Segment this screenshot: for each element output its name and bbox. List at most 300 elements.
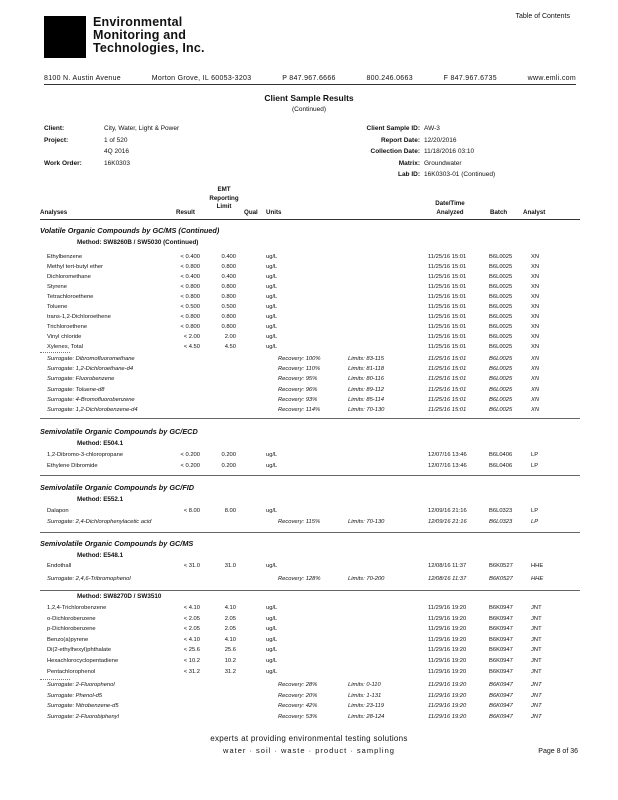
analyst: JNT	[531, 692, 542, 699]
analyst: XN	[531, 323, 540, 330]
reporting-limit: 0.200	[221, 452, 236, 458]
recovery: Recovery: 28%	[278, 682, 318, 688]
result-value: < 10.2	[183, 658, 200, 664]
analyzed-date: 12/09/16 21:16	[428, 508, 467, 514]
table-row	[0, 283, 618, 292]
result-value: < 0.800	[180, 323, 200, 330]
units: ug/L	[266, 658, 278, 664]
result-value: < 0.800	[180, 313, 200, 320]
units: ug/L	[266, 647, 278, 654]
city-address: Morton Grove, IL 60053-3203	[151, 75, 252, 82]
recovery: Recovery: 42%	[278, 703, 318, 710]
analyzed-date: 11/29/16 19:20	[428, 636, 467, 643]
header-divider	[44, 84, 576, 85]
table-row	[0, 604, 618, 613]
batch-id: B6L0025	[489, 313, 513, 320]
analyst: JNT	[531, 636, 542, 643]
col-units-header: Units	[266, 209, 282, 216]
analyte-name: Di(2-ethylhexyl)phthalate	[47, 647, 112, 654]
result-value: < 0.800	[180, 263, 200, 270]
result-value: < 31.2	[183, 668, 200, 675]
batch-id: B6K0947	[489, 703, 513, 710]
analyzed-date: 11/25/16 15:01	[428, 283, 467, 290]
limit-label: Limit	[216, 203, 232, 210]
surrogate-name: Surrogate: 1,2-Dichloroethane-d4	[47, 366, 134, 373]
batch-id: B6K0527	[489, 563, 513, 569]
footer-services: water · soil · waste · product · sampling	[223, 746, 395, 755]
analyte-name: Styrene	[47, 283, 67, 290]
analyst: LP	[531, 519, 539, 525]
result-value: < 0.800	[180, 293, 200, 300]
table-header-divider	[40, 219, 580, 220]
surrogate-row	[0, 375, 618, 384]
batch-id: B6K0947	[489, 626, 513, 633]
analyzed-date: 11/29/16 19:20	[428, 682, 467, 688]
units: ug/L	[266, 263, 278, 270]
recovery: Recovery: 95%	[278, 376, 318, 383]
result-value: < 2.00	[183, 333, 200, 340]
reporting-limit: 4.50	[224, 343, 236, 350]
reporting-limit: 31.0	[224, 563, 236, 569]
units: ug/L	[266, 626, 278, 633]
units: ug/L	[266, 668, 278, 675]
analyzed-date: 11/25/16 15:01	[428, 263, 467, 270]
table-row	[0, 636, 618, 645]
section-title: Volatile Organic Compounds by GC/MS (Continued)	[40, 226, 220, 235]
analyst: JNT	[531, 713, 542, 720]
result-value: < 4.10	[183, 636, 200, 643]
analyst: XN	[531, 283, 540, 290]
analyte-name: Ethylbenzene	[47, 254, 83, 260]
result-value: < 25.6	[183, 647, 200, 654]
surrogate-name: Surrogate: Fluorobenzene	[47, 376, 115, 383]
section-divider	[40, 475, 580, 476]
lab-id-label: Lab ID:	[397, 171, 420, 178]
analyst: JNT	[531, 668, 542, 675]
analyst: JNT	[531, 605, 542, 611]
batch-id: B6K0947	[489, 713, 513, 720]
units: ug/L	[266, 615, 278, 622]
batch-id: B6L0025	[489, 263, 513, 270]
batch-id: B6K0947	[489, 615, 513, 622]
analyzed-date: 11/25/16 15:01	[428, 313, 467, 320]
limits: Limits: 70-130	[348, 519, 385, 525]
limits: Limits: 80-116	[348, 376, 384, 383]
matrix-label: Matrix:	[398, 159, 420, 167]
analyzed-date: 11/25/16 15:01	[428, 366, 467, 373]
collection-date-value: 11/18/2016 03:10	[424, 148, 475, 155]
result-value: < 0.200	[180, 452, 200, 458]
analyzed-date: 11/29/16 19:20	[428, 605, 467, 611]
surrogate-row	[0, 681, 618, 690]
result-value: < 0.200	[180, 463, 200, 469]
batch-id: B6L0025	[489, 323, 513, 330]
table-row	[0, 303, 618, 312]
client-info-values	[104, 123, 179, 169]
analyst: JNT	[531, 703, 542, 710]
analyzed-date: 11/29/16 19:20	[428, 703, 467, 710]
project-value-2: 4Q 2016	[104, 148, 129, 155]
limits: Limits: 0-110	[348, 682, 381, 688]
table-row	[0, 462, 618, 471]
units: ug/L	[266, 323, 278, 330]
analyzed-date: 11/25/16 15:01	[428, 386, 467, 393]
company-name-line: Monitoring and	[93, 28, 187, 42]
report-date-label: Report Date:	[380, 136, 420, 144]
analyst: XN	[531, 343, 540, 350]
tollfree-number: 800.246.0663	[366, 75, 413, 82]
analyst: XN	[531, 376, 540, 383]
dotted-separator	[40, 352, 70, 353]
analyte-name: Endothall	[47, 563, 72, 569]
table-row	[0, 313, 618, 322]
reporting-limit: 0.800	[221, 263, 236, 270]
analyte-name: Benzo(a)pyrene	[47, 636, 89, 643]
analyst: JNT	[531, 682, 542, 688]
batch-id: B6L0025	[489, 356, 513, 362]
page-subtitle: (Continued)	[292, 106, 326, 113]
units: ug/L	[266, 313, 278, 320]
sample-info-labels	[340, 123, 420, 181]
client-value: City, Water, Light & Power	[104, 125, 180, 132]
footer-tagline: experts at providing environmental testing solutions	[210, 734, 408, 743]
units: ug/L	[266, 463, 278, 469]
company-logo	[44, 16, 86, 58]
analyzed-date: 11/25/16 15:01	[428, 356, 467, 362]
reporting-label: Reporting	[209, 194, 239, 202]
analyte-name: p-Dichlorobenzene	[47, 626, 96, 633]
surrogate-row	[0, 575, 618, 584]
analyte-name: Toluene	[47, 303, 68, 310]
surrogate-row	[0, 406, 618, 415]
method-label: Method: E504.1	[77, 440, 124, 447]
units: ug/L	[266, 283, 278, 290]
table-row	[0, 273, 618, 282]
batch-id: B6L0323	[489, 519, 513, 525]
analyte-name: 1,2,4-Trichlorobenzene	[47, 605, 107, 611]
analyzed-date: 11/25/16 15:01	[428, 376, 467, 383]
batch-id: B6K0947	[489, 692, 513, 699]
batch-id: B6K0527	[489, 576, 513, 582]
analyzed-date: 11/29/16 19:20	[428, 713, 467, 720]
surrogate-name: Surrogate: 2,4-Dichlorophenylacetic acid	[47, 519, 152, 525]
col-analyst-header: Analyst	[523, 209, 546, 216]
table-row	[0, 451, 618, 460]
project-label: Project:	[44, 136, 69, 144]
analyst: XN	[531, 386, 540, 393]
table-row	[0, 657, 618, 666]
surrogate-name: Surrogate: 2-Fluorobiphenyl	[47, 713, 119, 720]
section-title: Semivolatile Organic Compounds by GC/FID	[40, 483, 195, 492]
surrogate-row	[0, 386, 618, 395]
surrogate-name: Surrogate: Toluene-d8	[47, 386, 105, 393]
batch-id: B6L0025	[489, 254, 513, 260]
limits: Limits: 70-130	[348, 407, 385, 413]
surrogate-name: Surrogate: 2-Fluorophenol	[47, 682, 115, 688]
reporting-limit: 0.500	[221, 303, 236, 310]
units: ug/L	[266, 452, 278, 458]
units: ug/L	[266, 254, 278, 260]
batch-id: B6K0947	[489, 682, 513, 688]
result-value: < 4.10	[183, 605, 200, 611]
sample-info-values	[424, 123, 495, 181]
table-row	[0, 333, 618, 342]
reporting-limit: 0.800	[221, 313, 236, 320]
matrix-value: Groundwater	[424, 159, 462, 167]
table-row	[0, 507, 618, 516]
units: ug/L	[266, 563, 278, 569]
col-analyses-header: Analyses	[40, 209, 68, 216]
company-name-line: Environmental	[93, 15, 183, 29]
method-divider	[40, 590, 580, 591]
lab-id-value: 16K0303-01 (Continued)	[424, 171, 496, 178]
limits: Limits: 89-112	[348, 386, 384, 393]
analyst: HHE	[531, 563, 544, 569]
section-title: Semivolatile Organic Compounds by GC/MS	[40, 539, 194, 548]
analyst: HHE	[531, 576, 544, 582]
batch-id: B6L0025	[489, 273, 513, 280]
surrogate-row	[0, 702, 618, 711]
result-value: < 0.500	[180, 303, 200, 310]
work-order-value: 16K0303	[104, 159, 131, 167]
reporting-limit: 0.400	[221, 273, 236, 280]
method-label: Method: SW8260B / SW5030 (Continued)	[77, 239, 199, 246]
section-divider	[40, 418, 580, 419]
analyzed-date: 11/29/16 19:20	[428, 615, 467, 622]
units: ug/L	[266, 343, 278, 350]
reporting-limit: 0.200	[221, 463, 236, 469]
analyst: XN	[531, 396, 540, 403]
analyte-name: 1,2-Dibromo-3-chloropropane	[47, 452, 124, 458]
analyte-name: Hexachlorocyclopentadiene	[47, 658, 119, 664]
analyte-name: Methyl tert-butyl ether	[47, 263, 104, 270]
col-batch-header: Batch	[490, 209, 508, 216]
analyst: XN	[531, 263, 540, 270]
section-divider	[40, 532, 580, 533]
table-row	[0, 253, 618, 262]
emt-label: EMT	[217, 186, 231, 193]
result-value: < 0.400	[180, 273, 200, 280]
reporting-limit: 0.800	[221, 293, 236, 300]
analyte-name: Vinyl chloride	[47, 333, 82, 340]
reporting-limit: 2.00	[224, 333, 236, 340]
recovery: Recovery: 110%	[278, 366, 321, 373]
recovery: Recovery: 115%	[278, 519, 321, 525]
reporting-limit: 2.05	[224, 626, 236, 633]
analyst: LP	[531, 452, 539, 458]
reporting-limit: 10.2	[224, 658, 236, 664]
result-value: < 0.400	[180, 254, 200, 260]
analyzed-date: 11/25/16 15:01	[428, 407, 467, 413]
batch-id: B6L0025	[489, 366, 513, 373]
analyzed-date: 11/29/16 19:20	[428, 658, 467, 664]
client-label: Client:	[44, 125, 65, 132]
analyte-name: Trichloroethene	[47, 323, 88, 330]
reporting-limit: 31.2	[224, 668, 236, 675]
col-qual-header: Qual	[244, 209, 258, 216]
analyzed-date: 11/25/16 15:01	[428, 396, 467, 403]
batch-id: B6L0025	[489, 386, 513, 393]
analyzed-date: 11/29/16 19:20	[428, 692, 467, 699]
batch-id: B6K0947	[489, 636, 513, 643]
limits: Limits: 70-200	[348, 576, 385, 582]
table-row	[0, 562, 618, 571]
phone-number: P 847.967.6666	[282, 75, 336, 82]
table-row	[0, 625, 618, 634]
analyte-name: trans-1,2-Dichloroethene	[47, 313, 111, 320]
analyst: LP	[531, 508, 539, 514]
batch-id: B6L0025	[489, 376, 513, 383]
result-value: < 8.00	[183, 508, 200, 514]
analyzed-date: 11/25/16 15:01	[428, 254, 467, 260]
analyte-name: Dichloromethane	[47, 273, 91, 280]
analyst: XN	[531, 366, 540, 373]
analyzed-date: 11/29/16 19:20	[428, 647, 467, 654]
table-row	[0, 323, 618, 332]
analyst: XN	[531, 333, 540, 340]
recovery: Recovery: 114%	[278, 407, 321, 413]
analyzed-date: 12/08/16 11:37	[428, 563, 467, 569]
limits: Limits: 23-119	[348, 703, 384, 710]
analyst: JNT	[531, 647, 542, 654]
analyzed-date: 11/25/16 15:01	[428, 293, 467, 300]
batch-id: B6L0406	[489, 452, 513, 458]
surrogate-name: Surrogate: Nitrobenzene-d5	[47, 703, 119, 710]
recovery: Recovery: 20%	[278, 692, 318, 699]
analyzed-date: 12/09/16 21:16	[428, 519, 467, 525]
analyzed-date: 12/07/16 13:46	[428, 452, 467, 458]
col-analyzed-header	[425, 200, 475, 217]
batch-id: B6K0947	[489, 668, 513, 675]
units: ug/L	[266, 508, 278, 514]
analyst: XN	[531, 254, 540, 260]
surrogate-name: Surrogate: 1,2-Dichlorobenzene-d4	[47, 407, 138, 413]
units: ug/L	[266, 303, 278, 310]
batch-id: B6K0947	[489, 658, 513, 664]
recovery: Recovery: 96%	[278, 386, 318, 393]
surrogate-row	[0, 355, 618, 364]
analyst: JNT	[531, 626, 542, 633]
fax-number: F 847.967.6735	[443, 75, 497, 82]
analyst: XN	[531, 407, 540, 413]
analyte-name: o-Dichlorobenzene	[47, 615, 96, 622]
analyst: XN	[531, 273, 540, 280]
surrogate-row	[0, 365, 618, 374]
limits: Limits: 28-124	[348, 713, 385, 720]
reporting-limit: 4.10	[224, 605, 236, 611]
page-number: Page 8 of 36	[538, 748, 578, 755]
analyst: JNT	[531, 658, 542, 664]
surrogate-row	[0, 518, 618, 527]
table-row	[0, 263, 618, 272]
analyzed-date: 11/25/16 15:01	[428, 343, 467, 350]
analyst: JNT	[531, 615, 542, 622]
project-value: 1 of 520	[104, 136, 128, 144]
batch-id: B6L0025	[489, 396, 513, 403]
report-date-value: 12/20/2016	[424, 136, 457, 144]
limits: Limits: 81-118	[348, 366, 384, 373]
website-link[interactable]: www.emli.com	[527, 75, 576, 82]
table-row	[0, 293, 618, 302]
analyst: LP	[531, 463, 539, 469]
reporting-limit: 2.05	[224, 615, 236, 622]
recovery: Recovery: 53%	[278, 713, 318, 720]
batch-id: B6K0947	[489, 605, 513, 611]
units: ug/L	[266, 636, 278, 643]
col-limit-header	[202, 186, 246, 212]
sample-id-value: AW-3	[424, 125, 440, 132]
table-row	[0, 343, 618, 352]
result-value: < 4.50	[183, 343, 200, 350]
batch-id: B6L0323	[489, 508, 513, 514]
analyte-name: Tetrachloroethene	[47, 293, 94, 300]
reporting-limit: 4.10	[224, 636, 236, 643]
col-result-header: Result	[176, 209, 195, 216]
reporting-limit: 0.400	[221, 254, 236, 260]
recovery: Recovery: 128%	[278, 576, 321, 582]
analyzed-date: 11/25/16 15:01	[428, 303, 467, 310]
page-title: Client Sample Results	[264, 93, 354, 103]
batch-id: B6K0947	[489, 647, 513, 654]
surrogate-row	[0, 713, 618, 722]
batch-id: B6L0025	[489, 333, 513, 340]
result-value: < 2.05	[183, 626, 200, 633]
date-time-label: Date/Time	[435, 200, 465, 207]
batch-id: B6L0025	[489, 343, 513, 350]
limits: Limits: 85-114	[348, 396, 384, 403]
table-of-contents-link[interactable]: Table of Contents	[515, 13, 570, 20]
method-label: Method: E552.1	[77, 496, 124, 503]
surrogate-name: Surrogate: 4-Bromofluorobenzene	[47, 396, 135, 403]
work-order-label: Work Order:	[44, 159, 82, 167]
batch-id: B6L0025	[489, 407, 513, 413]
table-row	[0, 646, 618, 655]
analyst: XN	[531, 293, 540, 300]
sample-id-label: Client Sample ID:	[366, 125, 420, 132]
analyzed-date: 12/07/16 13:46	[428, 463, 467, 469]
result-value: < 31.0	[183, 563, 200, 569]
address-bar	[44, 75, 576, 82]
analyte-name: Ethylene Dibromide	[47, 463, 98, 469]
analyzed-date: 12/08/16 11:37	[428, 576, 467, 582]
reporting-limit: 25.6	[224, 647, 236, 654]
analyzed-date: 11/25/16 15:01	[428, 333, 467, 340]
surrogate-name: Surrogate: Phenol-d5	[47, 692, 103, 699]
analyst: XN	[531, 313, 540, 320]
units: ug/L	[266, 605, 278, 611]
result-value: < 2.05	[183, 615, 200, 622]
units: ug/L	[266, 273, 278, 280]
collection-date-label: Collection Date:	[370, 148, 420, 155]
analyst: XN	[531, 303, 540, 310]
limits: Limits: 83-115	[348, 356, 384, 362]
reporting-limit: 0.800	[221, 283, 236, 290]
dotted-separator	[40, 679, 70, 680]
batch-id: B6L0025	[489, 293, 513, 300]
analyzed-date: 11/29/16 19:20	[428, 626, 467, 633]
analyzed-date: 11/25/16 15:01	[428, 273, 467, 280]
surrogate-name: Surrogate: 2,4,6-Tribromophenol	[47, 576, 131, 582]
batch-id: B6L0025	[489, 283, 513, 290]
section-title: Semivolatile Organic Compounds by GC/ECD	[40, 427, 198, 436]
client-info-labels	[44, 123, 82, 169]
table-row	[0, 615, 618, 624]
company-name	[93, 16, 205, 55]
units: ug/L	[266, 333, 278, 340]
recovery: Recovery: 100%	[278, 356, 321, 362]
result-value: < 0.800	[180, 283, 200, 290]
method-label: Method: E548.1	[77, 552, 124, 559]
